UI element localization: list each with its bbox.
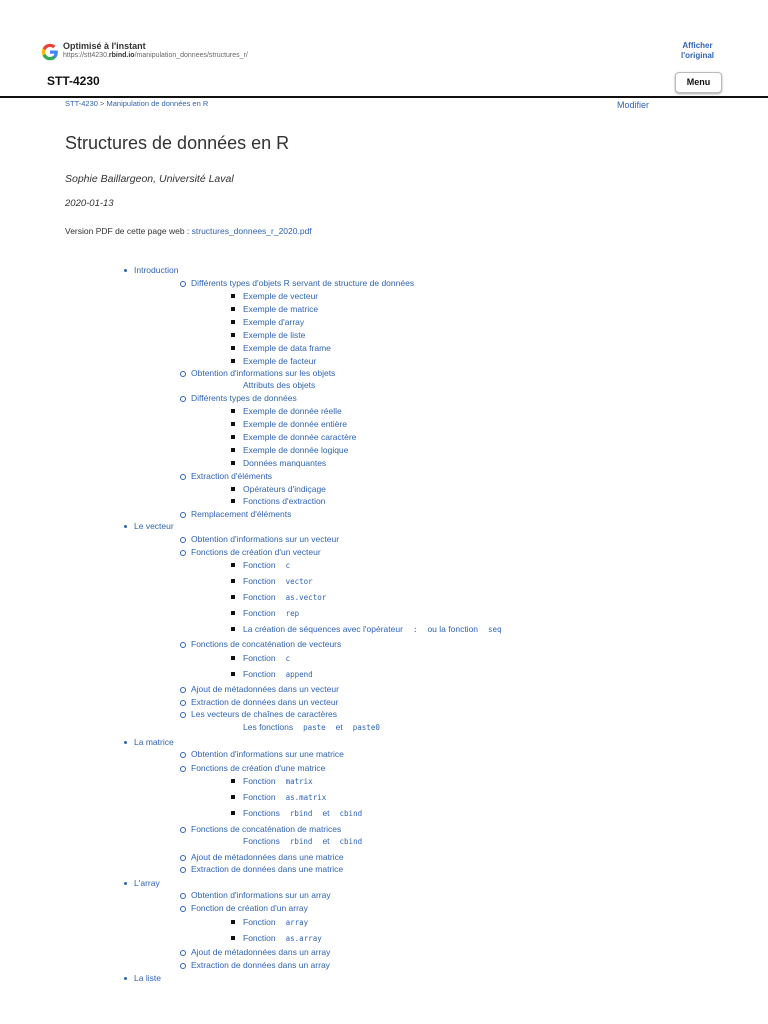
toc-item-label: Exemple de data frame — [243, 343, 331, 353]
toc-item[interactable] — [243, 722, 390, 733]
toc-item[interactable] — [191, 960, 330, 971]
toc-item-label: Exemple d'array — [243, 317, 305, 327]
toc-item[interactable] — [243, 933, 332, 944]
menu-button[interactable]: Menu — [675, 72, 722, 93]
toc-item[interactable] — [243, 484, 326, 495]
toc-item[interactable] — [243, 291, 318, 302]
toc-item-code: as.matrix — [285, 793, 327, 802]
toc-item-label: Extraction de données dans un array — [191, 960, 330, 970]
toc-item[interactable] — [191, 368, 335, 379]
toc-item[interactable] — [191, 393, 297, 404]
toc-item[interactable] — [134, 521, 174, 532]
toc-item-label: Les fonctions — [243, 722, 294, 732]
toc-item[interactable] — [134, 973, 161, 984]
toc-item-label: Attributs des objets — [243, 380, 316, 390]
toc-item-label: Ajout de métadonnées dans un array — [191, 947, 331, 957]
toc-item-code: append — [285, 670, 313, 679]
toc-item[interactable] — [243, 792, 336, 803]
toc-item-label: et — [322, 836, 330, 846]
toc-item-label: Remplacement d'éléments — [191, 509, 292, 519]
toc-item-label: L'array — [134, 878, 160, 888]
toc-item[interactable] — [191, 852, 344, 863]
toc-item-code: c — [285, 654, 291, 663]
amp-url: https://stt4230.rbind.io/manipulation_donnees/structures_r/ — [63, 52, 248, 59]
toc-item-code: c — [285, 561, 291, 570]
toc-item[interactable] — [243, 330, 305, 341]
author: Sophie Baillargeon, Université Laval — [65, 173, 234, 185]
toc-item[interactable] — [243, 432, 356, 443]
toc-item[interactable] — [191, 509, 291, 520]
breadcrumb-section[interactable]: Manipulation de données en R — [106, 99, 209, 108]
toc-item-label: Opérateurs d'indiçage — [243, 484, 326, 494]
toc-item-label: Fonctions de concaténation de matrices — [191, 824, 342, 834]
toc-item-label: ou la fonction — [427, 624, 479, 634]
toc-item-label: Fonctions d'extraction — [243, 496, 326, 506]
toc-item[interactable] — [191, 864, 343, 875]
toc-item-label: Fonctions — [243, 836, 280, 846]
toc-item-label: Ajout de métadonnées dans un vecteur — [191, 684, 339, 694]
toc-item-code: paste — [303, 723, 326, 732]
toc-item[interactable] — [243, 669, 323, 680]
toc-item[interactable] — [243, 808, 372, 819]
toc-item-label: Fonction — [243, 792, 276, 802]
toc-item[interactable] — [191, 824, 341, 835]
toc-item-label: Données manquantes — [243, 458, 327, 468]
toc-item-label: Introduction — [134, 265, 179, 275]
toc-item-label: Fonctions — [243, 808, 280, 818]
toc-item[interactable] — [134, 737, 174, 748]
toc-item[interactable] — [191, 947, 330, 958]
toc-item[interactable] — [243, 356, 316, 367]
pdf-version-line: Version PDF de cette page web : structures_donnees_r_2020.pdf — [65, 226, 312, 236]
toc-item-label: et — [322, 808, 330, 818]
toc-item[interactable] — [243, 608, 309, 619]
toc-item[interactable] — [243, 445, 348, 456]
toc-item-label: Fonction — [243, 917, 276, 927]
toc-item-label: Exemple de liste — [243, 330, 306, 340]
toc-item[interactable] — [243, 592, 336, 603]
toc-item[interactable] — [243, 343, 331, 354]
toc-item[interactable] — [191, 684, 339, 695]
toc-item-label: La liste — [134, 973, 161, 983]
toc-item-label: Ajout de métadonnées dans une matrice — [191, 852, 344, 862]
toc-item-label: Fonctions de création d'un vecteur — [191, 547, 321, 557]
edit-link[interactable]: Modifier — [617, 100, 650, 110]
toc-item[interactable] — [191, 763, 325, 774]
toc-item[interactable] — [191, 278, 414, 289]
toc-item[interactable] — [243, 406, 342, 417]
toc-item[interactable] — [243, 624, 512, 635]
toc-item[interactable] — [243, 576, 323, 587]
toc-item-code: cbind — [339, 809, 363, 818]
toc-item-label: Exemple de donnée logique — [243, 445, 349, 455]
toc-item-label: Exemple de matrice — [243, 304, 319, 314]
toc-item-label: Exemple de donnée entière — [243, 419, 347, 429]
toc-item[interactable] — [243, 380, 315, 391]
toc-item-label: Différents types de données — [191, 393, 297, 403]
toc-item[interactable] — [243, 419, 347, 430]
toc-item-label: Fonction — [243, 608, 276, 618]
toc-item-label: Obtention d'informations sur un vecteur — [191, 534, 340, 544]
toc-item-code: as.vector — [285, 593, 327, 602]
toc-item[interactable] — [191, 903, 308, 914]
toc-item-label: Exemple de donnée caractère — [243, 432, 357, 442]
toc-item-code: rbind — [289, 837, 313, 846]
toc-item-label: Le vecteur — [134, 521, 174, 531]
toc-item[interactable] — [243, 776, 323, 787]
pdf-link[interactable]: structures_donnees_r_2020.pdf — [191, 226, 312, 236]
toc-item-code: : — [412, 625, 418, 634]
toc-item-label: Fonction — [243, 776, 276, 786]
toc-item-code: seq — [488, 625, 502, 634]
toc-item[interactable] — [243, 304, 318, 315]
toc-item[interactable] — [191, 709, 337, 720]
toc-item[interactable] — [134, 878, 160, 889]
site-title[interactable]: STT-4230 — [47, 74, 100, 88]
toc-item[interactable] — [191, 534, 339, 545]
toc-item[interactable] — [243, 653, 300, 664]
breadcrumb-root[interactable]: STT-4230 — [65, 99, 98, 108]
toc-item-label: Extraction de données dans un vecteur — [191, 697, 339, 707]
amp-status-title: Optimisé à l'instant — [63, 41, 146, 51]
toc-item[interactable] — [243, 917, 318, 928]
toc-item-label: Les vecteurs de chaînes de caractères — [191, 709, 337, 719]
toc-item-label: Exemple de donnée réelle — [243, 406, 342, 416]
toc-item[interactable] — [191, 471, 272, 482]
toc-item-label: Fonctions de concaténation de vecteurs — [191, 639, 342, 649]
toc-item[interactable] — [191, 890, 331, 901]
toc-item-label: Fonction — [243, 576, 276, 586]
toc-item[interactable] — [191, 639, 341, 650]
toc-item[interactable] — [243, 836, 372, 847]
toc-item-code: paste0 — [352, 723, 380, 732]
toc-item[interactable] — [191, 749, 344, 760]
toc-item[interactable] — [191, 547, 321, 558]
toc-item-code: matrix — [285, 777, 313, 786]
toc-item[interactable] — [134, 265, 178, 276]
toc-item-label: La matrice — [134, 737, 174, 747]
toc-item[interactable] — [191, 697, 338, 708]
toc-item-code: vector — [285, 577, 313, 586]
view-original-link[interactable]: Afficher l'original — [680, 41, 714, 60]
toc-item-code: as.array — [285, 934, 322, 943]
toc-item[interactable] — [243, 560, 300, 571]
toc-item[interactable] — [243, 317, 304, 328]
toc-item-code: rbind — [289, 809, 313, 818]
toc-item-code: array — [285, 918, 309, 927]
toc-item-label: Exemple de vecteur — [243, 291, 319, 301]
toc-item-label: Fonction — [243, 933, 276, 943]
toc-item-label: et — [335, 722, 343, 732]
toc-item-label: Extraction d'éléments — [191, 471, 272, 481]
toc-item-label: Fonction de création d'un array — [191, 903, 308, 913]
toc-item-label: La création de séquences avec l'opérateur — [243, 624, 403, 634]
toc-item-label: Fonction — [243, 653, 276, 663]
toc-item-label: Extraction de données dans une matrice — [191, 864, 344, 874]
publication-date: 2020-01-13 — [65, 198, 114, 209]
toc-item-code: cbind — [339, 837, 363, 846]
toc-item-label: Exemple de facteur — [243, 356, 317, 366]
toc-item-code: rep — [285, 609, 300, 618]
toc-item-label: Fonction — [243, 592, 276, 602]
page-title: Structures de données en R — [65, 133, 290, 153]
toc-item-label: Obtention d'informations sur un array — [191, 890, 331, 900]
toc-item[interactable] — [243, 458, 326, 469]
toc-item-label: Obtention d'informations sur une matrice — [191, 749, 344, 759]
toc-item-label: Fonctions de création d'une matrice — [191, 763, 326, 773]
toc-item-label: Fonction — [243, 669, 276, 679]
toc-item[interactable] — [243, 496, 325, 507]
toc-item-label: Différents types d'objets R servant de structure de données — [191, 278, 415, 288]
toc-item-label: Fonction — [243, 560, 276, 570]
breadcrumb: STT-4230 > Manipulation de données en R — [65, 99, 209, 108]
toc-item-label: Obtention d'informations sur les objets — [191, 368, 336, 378]
